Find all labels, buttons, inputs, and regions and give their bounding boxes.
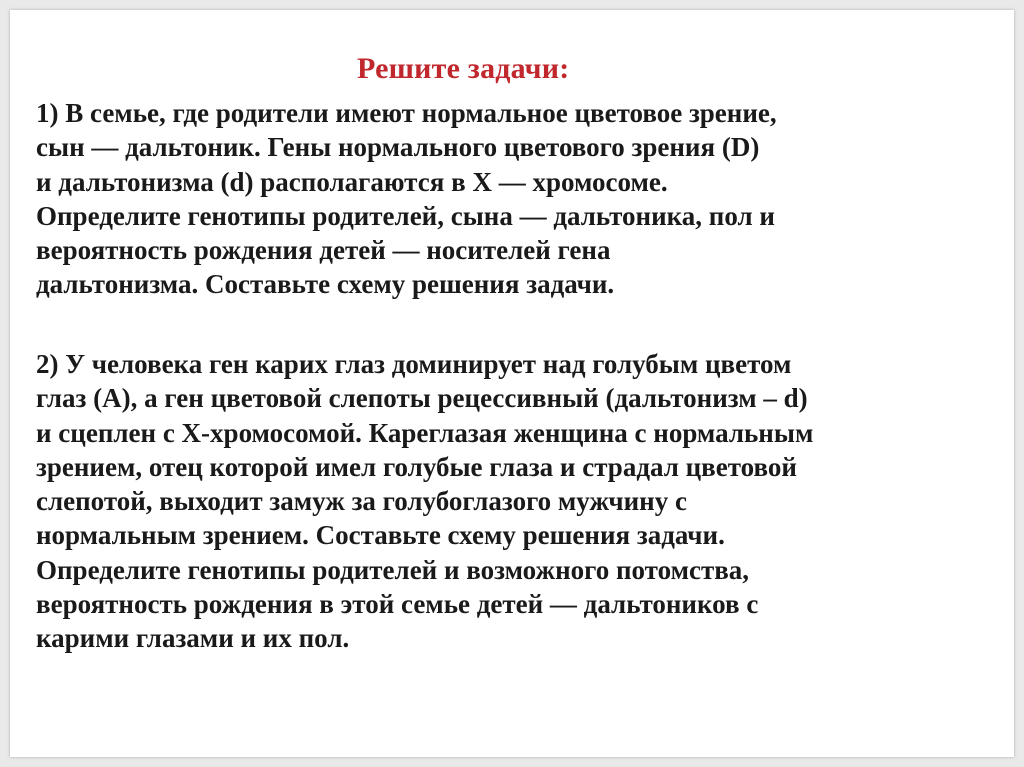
- task-1-line: вероятность рождения детей — носителей гена: [36, 235, 611, 266]
- task-1-line: сын — дальтоник. Гены нормального цветового зрения (D): [36, 132, 760, 163]
- task-1-paragraph: [36, 96, 777, 302]
- task-2-line: вероятность рождения в этой семье детей — дальтоников с: [36, 589, 759, 620]
- slide-title: Решите задачи:: [357, 52, 570, 85]
- slide: [10, 10, 1014, 757]
- task-2-line: 2) У человека ген карих глаз доминирует над голубым цветом: [36, 349, 792, 379]
- task-1-line: и дальтонизма (d) располагаются в Х — хромосоме.: [36, 166, 668, 197]
- task-2-line: нормальным зрением. Составьте схему решения задачи.: [36, 520, 725, 551]
- task-1-line: дальтонизма. Составьте схему решения задачи.: [36, 269, 615, 300]
- task-1-line: Определите генотипы родителей, сына — дальтоника, пол и: [36, 200, 775, 231]
- task-2-line: глаз (А), а ген цветовой слепоты рецессивный (дальтонизм – d): [36, 383, 808, 414]
- task-1-line: 1) В семье, где родители имеют нормальное цветовое зрение,: [36, 98, 777, 128]
- task-2-line: и сцеплен с Х-хромосомой. Кареглазая женщина с нормальным: [36, 417, 814, 448]
- task-2-line: карими глазами и их пол.: [36, 623, 350, 654]
- task-2-line: слепотой, выходит замуж за голубоглазого мужчину с: [36, 486, 687, 517]
- task-2-line: зрением, отец которой имел голубые глаза и страдал цветовой: [36, 451, 797, 482]
- task-2-line: Определите генотипы родителей и возможного потомства,: [36, 554, 750, 585]
- task-2-paragraph: [36, 347, 813, 656]
